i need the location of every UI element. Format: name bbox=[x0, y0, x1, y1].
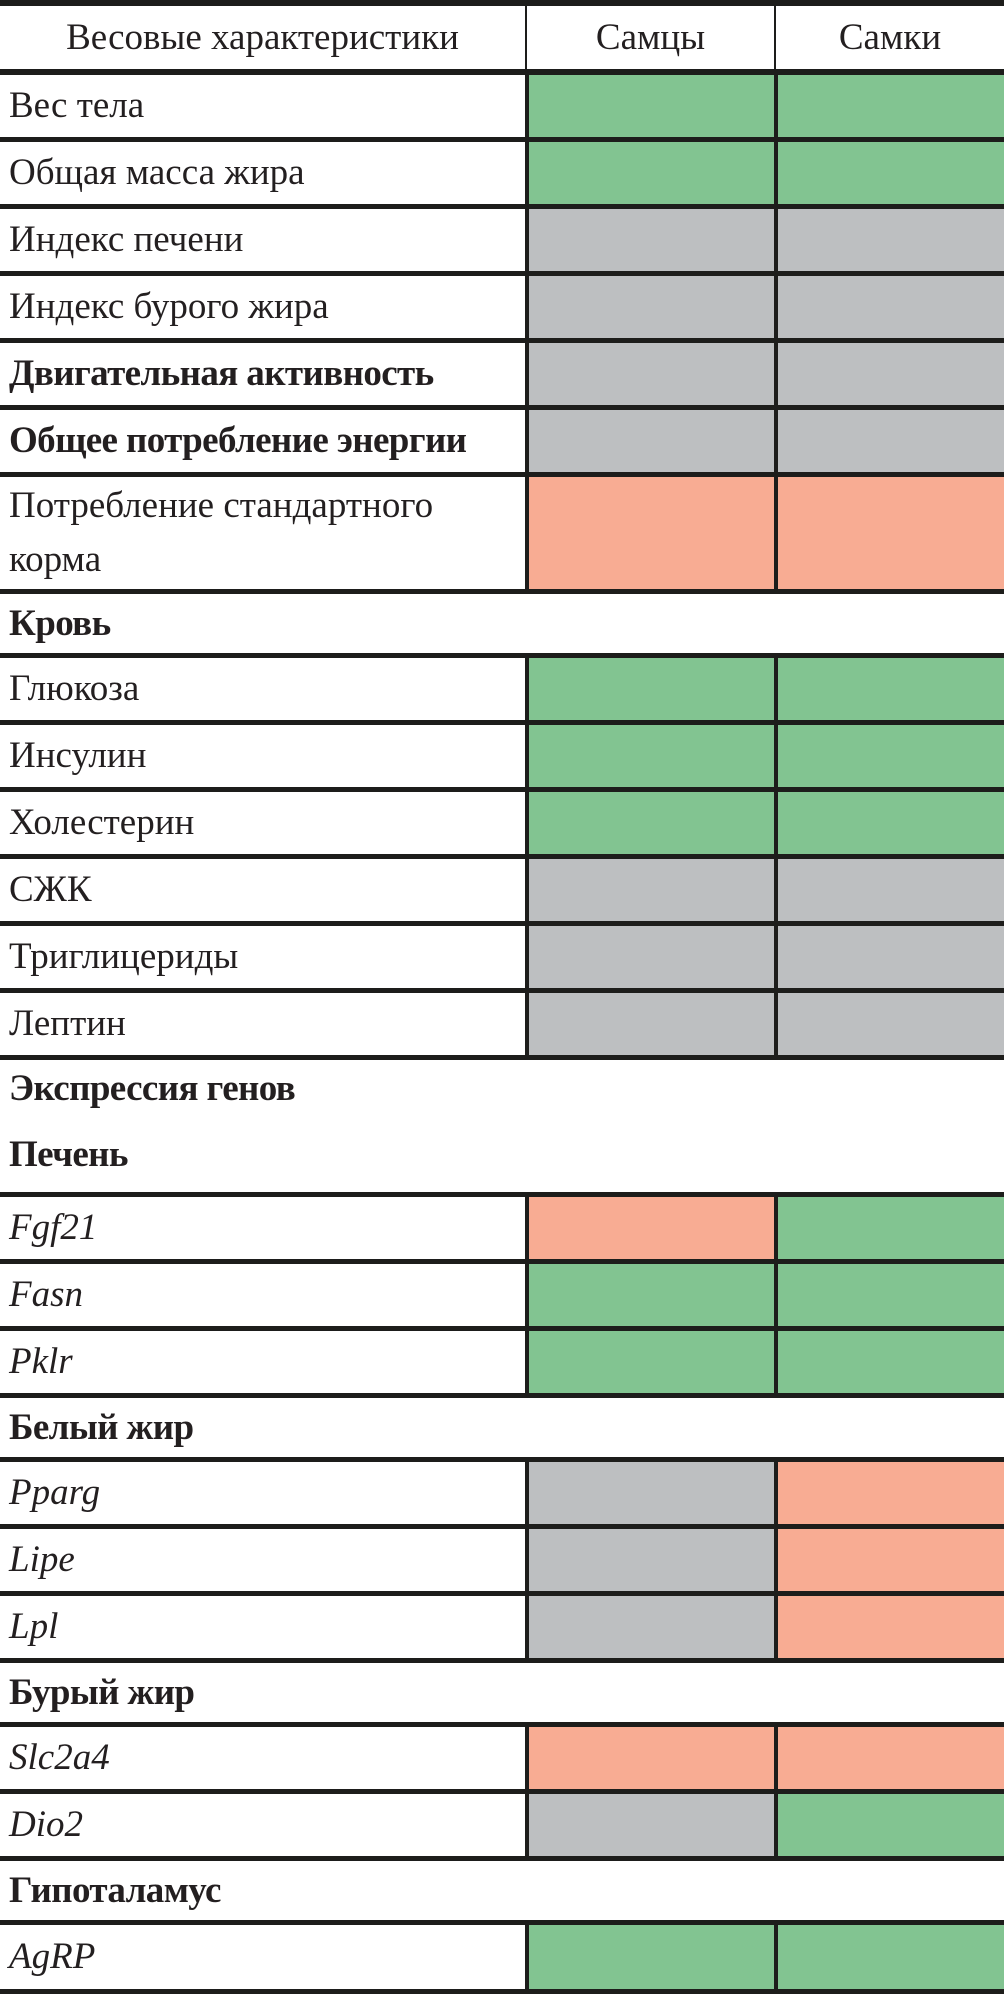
status-cell-males bbox=[525, 1727, 774, 1789]
status-cell-males bbox=[525, 1596, 774, 1658]
row-label: Лептин bbox=[9, 1003, 126, 1045]
table-row bbox=[0, 1264, 1004, 1331]
row-label: Pklr bbox=[9, 1341, 73, 1383]
status-cell-females bbox=[774, 1727, 1004, 1789]
table-row bbox=[0, 1925, 1004, 1994]
row-label: Slc2a4 bbox=[9, 1737, 110, 1779]
row-label: Fasn bbox=[9, 1274, 83, 1316]
section-title: Гипоталамус bbox=[9, 1869, 221, 1911]
table-row bbox=[0, 1529, 1004, 1596]
row-label: Pparg bbox=[9, 1472, 101, 1514]
status-cell-males bbox=[525, 1925, 774, 1989]
status-cell-males bbox=[525, 142, 774, 204]
section-row bbox=[0, 1861, 1004, 1925]
status-cell-males bbox=[525, 1264, 774, 1326]
status-cell-females bbox=[774, 1794, 1004, 1856]
table-row bbox=[0, 993, 1004, 1060]
row-label: Индекс печени bbox=[9, 219, 244, 261]
table-row bbox=[0, 859, 1004, 926]
table-row bbox=[0, 725, 1004, 792]
status-cell-females bbox=[774, 1925, 1004, 1989]
table-row bbox=[0, 477, 1004, 594]
table-row bbox=[0, 209, 1004, 276]
status-cell-females bbox=[774, 1264, 1004, 1326]
table-row bbox=[0, 926, 1004, 993]
row-label: Триглицериды bbox=[9, 936, 239, 978]
section-title: Бурый жир bbox=[9, 1671, 195, 1713]
status-cell-females bbox=[774, 658, 1004, 720]
table-row bbox=[0, 276, 1004, 343]
status-cell-females bbox=[774, 209, 1004, 271]
table-row bbox=[0, 1596, 1004, 1663]
section-title: Белый жир bbox=[9, 1406, 194, 1448]
status-cell-females bbox=[774, 1529, 1004, 1591]
row-label: Lipe bbox=[9, 1539, 75, 1581]
row-label: Двигательная активность bbox=[9, 353, 434, 395]
column-header-females: Самки bbox=[774, 6, 1004, 69]
row-label: Потребление стандартного корма bbox=[9, 485, 434, 580]
row-label: Dio2 bbox=[9, 1804, 83, 1846]
status-cell-females bbox=[774, 1197, 1004, 1259]
row-label: Lpl bbox=[9, 1606, 59, 1648]
status-cell-males bbox=[525, 926, 774, 988]
status-cell-females bbox=[774, 410, 1004, 472]
status-cell-females bbox=[774, 993, 1004, 1055]
status-cell-males bbox=[525, 209, 774, 271]
status-cell-females bbox=[774, 926, 1004, 988]
row-label: СЖК bbox=[9, 869, 92, 911]
row-label: Глюкоза bbox=[9, 668, 140, 710]
section-title: Экспрессия генов bbox=[9, 1067, 296, 1109]
status-cell-males bbox=[525, 993, 774, 1055]
section-row bbox=[0, 594, 1004, 658]
row-label: Вес тела bbox=[9, 85, 145, 127]
section-row bbox=[0, 1398, 1004, 1462]
status-cell-males bbox=[525, 1197, 774, 1259]
table-row bbox=[0, 142, 1004, 209]
column-header-males: Самцы bbox=[525, 6, 774, 69]
table-header-row bbox=[0, 6, 1004, 75]
status-cell-females bbox=[774, 792, 1004, 854]
status-cell-males bbox=[525, 477, 774, 589]
status-cell-males bbox=[525, 792, 774, 854]
status-cell-females bbox=[774, 477, 1004, 589]
section-row bbox=[0, 1060, 1004, 1117]
table-row bbox=[0, 1331, 1004, 1398]
status-cell-males bbox=[525, 859, 774, 921]
status-cell-females bbox=[774, 142, 1004, 204]
table-row bbox=[0, 658, 1004, 725]
status-cell-females bbox=[774, 725, 1004, 787]
status-cell-males bbox=[525, 75, 774, 137]
table-row bbox=[0, 1727, 1004, 1794]
status-cell-females bbox=[774, 75, 1004, 137]
table-row bbox=[0, 75, 1004, 142]
row-label: Общая масса жира bbox=[9, 152, 305, 194]
status-cell-females bbox=[774, 1596, 1004, 1658]
table-row bbox=[0, 792, 1004, 859]
table-row bbox=[0, 1794, 1004, 1861]
status-cell-females bbox=[774, 1462, 1004, 1524]
status-cell-males bbox=[525, 1529, 774, 1591]
column-header-characteristics: Весовые характеристики bbox=[66, 16, 459, 58]
row-label: Холестерин bbox=[9, 802, 195, 844]
status-cell-males bbox=[525, 276, 774, 338]
table-row bbox=[0, 1462, 1004, 1529]
status-cell-females bbox=[774, 343, 1004, 405]
section-title: Печень bbox=[9, 1133, 128, 1175]
row-label: Fgf21 bbox=[9, 1207, 98, 1249]
table-row bbox=[0, 1197, 1004, 1264]
status-cell-females bbox=[774, 276, 1004, 338]
section-row bbox=[0, 1117, 1004, 1197]
row-label: Инсулин bbox=[9, 735, 147, 777]
status-cell-males bbox=[525, 725, 774, 787]
table-row bbox=[0, 410, 1004, 477]
section-row bbox=[0, 1663, 1004, 1727]
status-cell-males bbox=[525, 1462, 774, 1524]
table-row bbox=[0, 343, 1004, 410]
status-cell-females bbox=[774, 859, 1004, 921]
status-cell-males bbox=[525, 343, 774, 405]
status-cell-males bbox=[525, 658, 774, 720]
row-label: Индекс бурого жира bbox=[9, 286, 329, 328]
status-cell-males bbox=[525, 1331, 774, 1393]
row-label: AgRP bbox=[9, 1936, 96, 1978]
row-label: Общее потребление энергии bbox=[9, 420, 467, 462]
section-title: Кровь bbox=[9, 602, 111, 644]
status-cell-males bbox=[525, 410, 774, 472]
status-cell-males bbox=[525, 1794, 774, 1856]
status-cell-females bbox=[774, 1331, 1004, 1393]
